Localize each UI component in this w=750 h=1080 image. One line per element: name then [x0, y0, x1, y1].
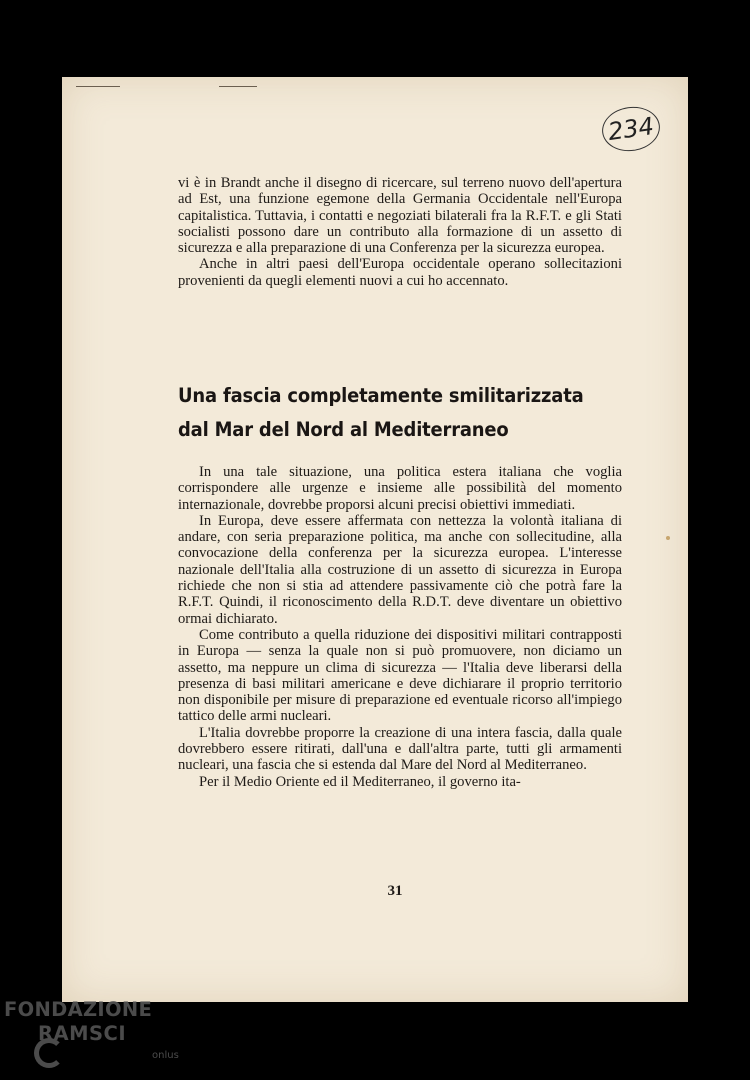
top-rule — [219, 86, 257, 87]
archive-number-stamp: 234 — [599, 103, 663, 155]
paragraph: Come contributo a quella riduzione dei dispositivi militari contrapposti in Europa — senza la quale non si può promuovere, non diciamo un assetto, ma neppure un clima di sicurezza — l'Italia deve liberarsi della presenza di basi militari americane e deve dichiarare il proprio territorio non disponibile per misure di preparazione ed eventuale ricorso all'impiego tattico delle armi nucleari. — [178, 626, 622, 725]
logo-line-2: RAMSCI — [4, 1022, 152, 1046]
logo-subtitle: onlus — [152, 1050, 179, 1061]
paragraph: vi è in Brandt anche il disegno di ricercare, sul terreno nuovo dell'apertura ad Est, una funzione egemone della Germania Occidentale nell'Europa capitalistica. Tuttavia, i contatti e negoziati bilaterali fra la R.F.T. e gli Stati socialisti possono dare un contributo alla formazione di un assetto di sicurezza e alla preparazione di una Conferenza per la sicurezza europea. — [178, 175, 622, 257]
logo-line-1: FONDAZIONE — [4, 998, 153, 1021]
text-block-bottom — [178, 464, 622, 790]
top-rule — [76, 86, 120, 87]
paragraph: Per il Medio Oriente ed il Mediterraneo, il governo ita- — [199, 773, 521, 790]
text-block-top — [178, 175, 622, 289]
section-heading — [178, 379, 601, 447]
paragraph: Anche in altri paesi dell'Europa occidentale operano sollecitazioni provenienti da quegli elementi nuovi a cui ho accennato. — [178, 256, 622, 289]
paper-speck — [666, 536, 670, 540]
heading-line: dal Mar del Nord al Mediterraneo — [178, 418, 509, 441]
paragraph: In Europa, deve essere affermata con nettezza la volontà italiana di andare, con seria preparazione politica, ma anche con sollecitudine, alla convocazione della conferenza per la sicurezza europea. L'interesse nazionale dell'Italia alla costruzione di un assetto di sicurezza in Europa richiede che non si stia ad attendere passivamente ciò che potrà fare la R.F.T. Quindi, il riconoscimento della R.D.T. deve diventare un obiettivo ormai dichiarato. — [178, 512, 622, 627]
document-page — [62, 77, 688, 1002]
logo-g-icon — [34, 1038, 64, 1068]
page-number: 31 — [387, 883, 403, 899]
heading-line: Una fascia completamente smilitarizzata — [178, 384, 584, 407]
paragraph: L'Italia dovrebbe proporre la creazione di una intera fascia, dalla quale dovrebbero essere ritirati, dall'una e dall'altra parte, tutti gli armamenti nucleari, una fascia che si estenda dal Mare del Nord al Mediterraneo. — [178, 724, 622, 774]
fondazione-gramsci-logo — [4, 998, 179, 1061]
paragraph: In una tale situazione, una politica estera italiana che voglia corrispondere alle urgenze e insieme alle possibilità del momento internazionale, dovrebbe proporsi alcuni precisi obiettivi immediati. — [178, 464, 622, 513]
